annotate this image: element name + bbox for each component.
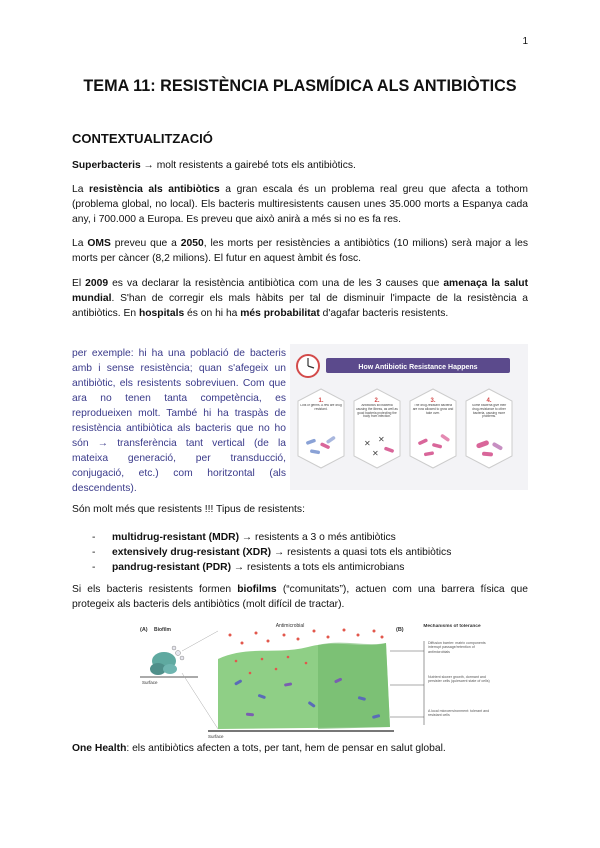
bold-term: biofilms (237, 584, 277, 595)
paragraph-2009 (72, 276, 528, 321)
antimicrobial-dot (373, 630, 376, 633)
text-run: d'agafar bacteris resistents. (319, 308, 449, 319)
step-caption: Lots of germs. A few are drug resistant. (300, 404, 342, 411)
text-run: . S'han de corregir els mals hàbits per tal de disminuir l'impacte de la resistència a antibiòtics. En (72, 293, 528, 319)
step-caption: The drug-resistant bacteria are now allowed to grow and take over. (412, 404, 454, 415)
antimicrobial-dot (267, 640, 270, 643)
bold-term: Superbacteris (72, 160, 141, 171)
panel-label-b: (B) (396, 627, 404, 633)
step-caption-box (468, 404, 510, 434)
cluster-cell (172, 646, 176, 650)
bold-term: hospitals (138, 308, 185, 319)
text-run: és on hi ha (184, 308, 241, 319)
text-run: La (72, 238, 88, 249)
step-number: 2. (374, 398, 380, 404)
antimicrobial-dot (381, 636, 384, 639)
zoom-guide (182, 631, 218, 651)
antimicrobial-dot (229, 634, 232, 637)
text-run: es va declarar la resistència antibiòtica com una de les 3 causes que (108, 278, 444, 289)
bold-term: amenaça la salut mundial (72, 278, 528, 304)
resistant-types-list (92, 530, 451, 575)
dead-bacterium-mark: ✕ (378, 435, 385, 444)
paragraph-tipus: Són molt més que resistents !!! Tipus de resistents: (72, 504, 305, 515)
list-item (92, 560, 451, 575)
text-run: Si els bacteris resistents formen (72, 584, 238, 595)
paragraph-resistencia (72, 182, 528, 227)
bold-term: 2009 (85, 278, 109, 289)
section-heading: CONTEXTUALITZACIÓ (72, 131, 213, 146)
text-run: → resistents a 3 o més antibiòtics (239, 532, 396, 543)
mechanism-text-box (428, 641, 492, 669)
bold-term: extensively drug-resistant (XDR) (112, 547, 272, 558)
bold-term: OMS (87, 238, 111, 249)
bold-term: One Health (72, 743, 127, 754)
mechanism-text: Diffusion barrier: matrix components interrupt passage/retention of antimicrobials (428, 641, 486, 654)
bold-term: resistència als antibiòtics (89, 184, 220, 195)
bold-term: més probabilitat (240, 308, 320, 319)
mechanism-text: A local microenvironment: tolerant and resistant cells (428, 709, 490, 718)
bold-term: 2050 (180, 238, 204, 249)
step-caption-box (412, 404, 454, 434)
dead-bacterium-mark: ✕ (372, 449, 379, 458)
paragraph-one-health (72, 741, 528, 756)
step-number: 1. (318, 398, 324, 404)
antimicrobial-dot (343, 629, 346, 632)
text-run: → molt resistents a gairebé tots els antibiòtics. (140, 160, 356, 171)
text-run: : els antibiòtics afecten a tots, per tant, hem de pensar en salut global. (126, 743, 446, 754)
step-caption: Some bacteria give their drug-resistance to other bacteria, causing more problems. (471, 404, 507, 419)
mechanisms-heading-box (412, 624, 492, 640)
antimicrobial-dot (305, 662, 308, 665)
paragraph-example: per exemple: hi ha una població de bacteris amb i sense resistència; quan s'afegeix un antibiòtic, els resistents sobreviuen. Com que ara no tenen tanta competència, es reprodueixen molt. També hi ha traspàs de resistència antibiòtica als bacteris que no ho són → transferència tant vertical (de la mateixa generació, per transducció, conjugació, etc.) com horitzontal (als descendents). (72, 348, 286, 494)
text-run: a gran escala és un problema real greu que afecta a tothom (problema global, no local). Els bacteris multiresistents causen unes 35.000 morts a Espanya cada any, i 700.000 a Europa. Es preveu que això anirà a més si no es fa res. (72, 184, 528, 225)
text-run: preveu que a (110, 238, 181, 249)
antibiotic-resistance-figure (290, 344, 528, 490)
antimicrobial-dot (327, 636, 330, 639)
step-caption-box (300, 404, 342, 434)
biofilm-label: Biofilm (154, 627, 171, 633)
biofilm-figure (138, 621, 494, 739)
mechanism-text-box (428, 709, 492, 731)
page-number: 1 (522, 36, 528, 47)
antimicrobial-dot (283, 634, 286, 637)
list-item (92, 530, 451, 545)
paragraph-biofilms (72, 582, 528, 612)
bold-term: pandrug-resistant (PDR) (112, 562, 231, 573)
cluster-cell (180, 656, 184, 660)
step-number: 4. (486, 398, 492, 404)
surface-label-large: Surface (208, 734, 224, 739)
bold-term: multidrug-resistant (MDR) (112, 532, 239, 543)
paragraph-oms (72, 236, 528, 266)
antimicrobial-dot (357, 634, 360, 637)
antimicrobial-dot (255, 632, 258, 635)
paragraph-superbacteris (72, 158, 528, 173)
small-biofilm-cluster (150, 646, 184, 675)
text-run: → resistents a quasi tots els antibiòtics (271, 547, 452, 558)
surface-label-small: Surface (142, 680, 158, 685)
page-title: TEMA 11: RESISTÈNCIA PLASMÍDICA ALS ANTIBIÒTICS (83, 77, 517, 95)
antimicrobial-dot (287, 656, 290, 659)
cluster-cell (176, 651, 181, 656)
antimicrobial-dot (275, 668, 278, 671)
dead-bacterium-mark: ✕ (364, 439, 371, 448)
step-number: 3. (430, 398, 436, 404)
zoom-guide (182, 673, 218, 729)
step-caption: Antibiotics kill bacteria causing the illness, as well as good bacteria protecting the body from infection. (356, 404, 398, 419)
text-run: → resistents a tots els antimicrobians (231, 562, 405, 573)
step-caption-box (356, 404, 398, 434)
text-run: , les morts per resistències a antibiòtics (10 milions) serà major a les morts per càncer (8,2 milions). El futur en aquest àmbit és fosc. (72, 238, 528, 264)
cluster-blob (163, 664, 177, 674)
text-run: La (72, 184, 90, 195)
antimicrobial-label: Antimicrobial (275, 623, 305, 629)
text-run: El (72, 278, 86, 289)
mechanism-text: Nutrient slower growth, dormant and persister cells (quiescent state of cells) (428, 675, 490, 684)
antimicrobial-dot (235, 660, 238, 663)
antimicrobial-dot (261, 658, 264, 661)
text-run: (“comunitats”), actuen com una barrera física que protegeix als bacteris dels antibiòtics (molt difícil de tractar). (72, 584, 528, 610)
panel-label-a: (A) (140, 627, 148, 633)
banner-text: How Antibiotic Resistance Happens (358, 364, 478, 371)
list-item (92, 545, 451, 560)
mechanisms-heading: Mechanisms of tolerance (423, 624, 481, 629)
mechanism-text-box (428, 675, 492, 703)
antimicrobial-dot (297, 638, 300, 641)
antimicrobial-dot (241, 642, 244, 645)
antimicrobial-dot (313, 630, 316, 633)
antimicrobial-dot (249, 672, 252, 675)
